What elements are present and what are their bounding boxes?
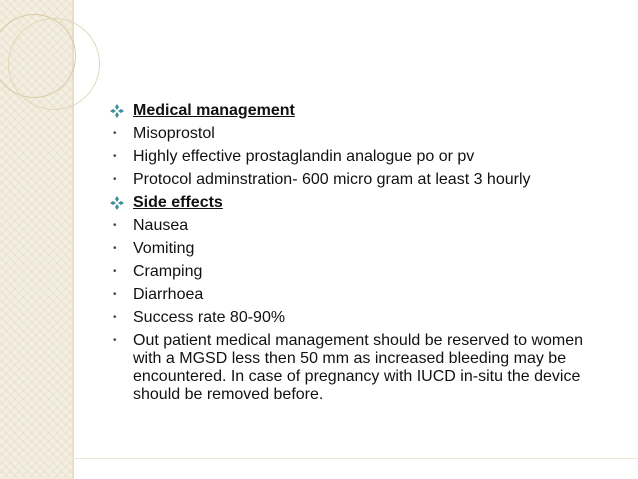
item-text: Cramping	[133, 263, 203, 280]
section-heading: Side effects	[133, 194, 223, 211]
bullet-dot-icon: •	[113, 220, 117, 231]
section-heading: Medical management	[133, 102, 295, 119]
list-item	[112, 217, 612, 235]
bullet-dot-icon: •	[113, 151, 117, 162]
bullet-dot-icon: •	[113, 312, 117, 323]
item-text: Highly effective prostaglandin analogue po or pv	[133, 148, 475, 165]
list-item	[112, 148, 612, 166]
bullet-dot-icon: •	[113, 128, 117, 139]
decorative-ring	[8, 18, 100, 110]
bullet-list	[112, 102, 612, 404]
item-text: Vomiting	[133, 240, 195, 257]
list-item	[112, 286, 612, 304]
bullet-dot-icon: •	[113, 289, 117, 300]
list-item	[112, 171, 612, 189]
list-item	[112, 125, 612, 143]
item-text: Success rate 80-90%	[133, 309, 286, 326]
list-item-heading	[112, 102, 612, 120]
bottom-divider	[0, 458, 638, 459]
item-text: Nausea	[133, 217, 189, 234]
item-text: Diarrhoea	[133, 286, 204, 303]
bullet-dot-icon: •	[113, 174, 117, 185]
bullet-dot-icon: •	[113, 266, 117, 277]
bullet-dot-icon: •	[113, 335, 117, 346]
item-text: Misoprostol	[133, 125, 215, 142]
item-text: Protocol adminstration- 600 micro gram at least 3 hourly	[133, 171, 531, 188]
list-item-heading	[112, 194, 612, 212]
list-item	[112, 309, 612, 327]
item-text: Out patient medical management should be reserved to women with a MGSD less then 50 mm as increased bleeding may be encountered. In case of pregnancy with IUCD in-situ the device should be removed before.	[133, 332, 584, 403]
list-item	[112, 263, 612, 281]
slide-content	[112, 102, 612, 409]
list-item	[112, 240, 612, 258]
bullet-dot-icon: •	[113, 243, 117, 254]
list-item	[112, 332, 612, 404]
four-diamond-icon	[109, 103, 125, 119]
four-diamond-icon	[109, 195, 125, 211]
